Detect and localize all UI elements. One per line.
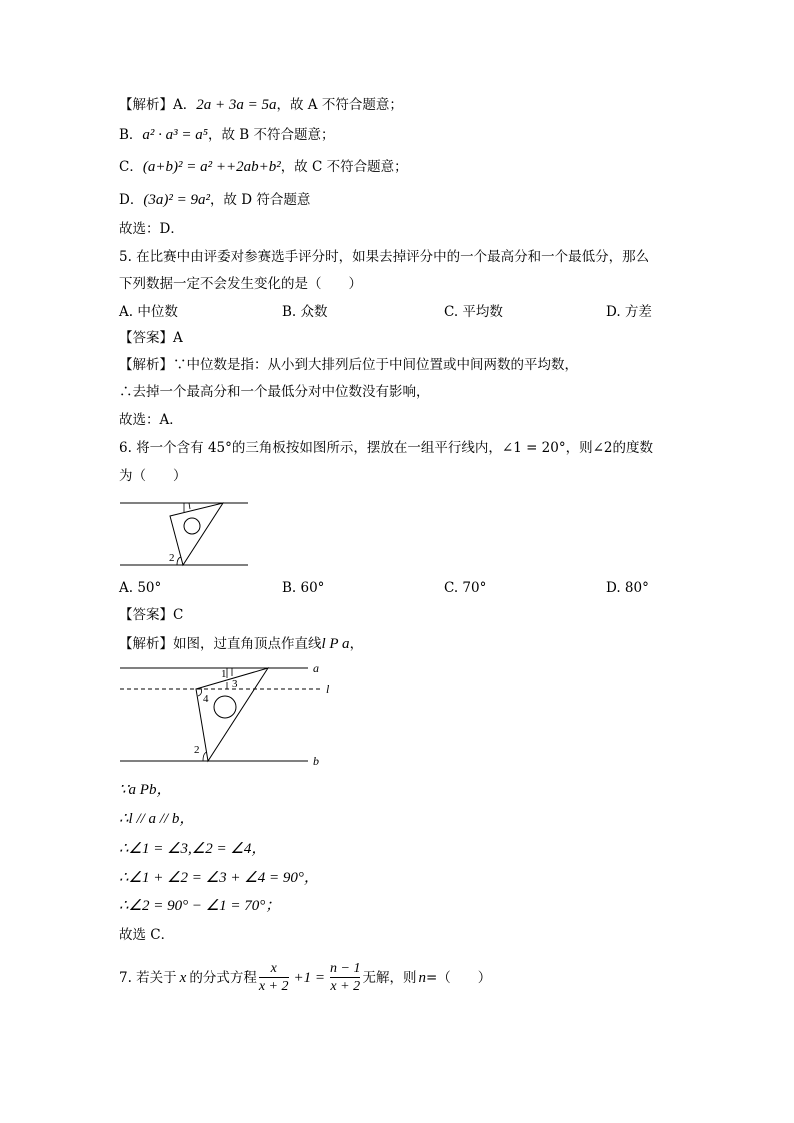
- figure2-label-4: 4: [203, 693, 209, 705]
- q4-line-b: B．a² · a³ = a⁵，故 B 不符合题意；: [119, 127, 335, 143]
- angle-1-arc-2: [189, 503, 190, 509]
- figure2-label-b: b: [313, 754, 319, 768]
- q5-stem-line1: 5. 在比赛中由评委对参赛选手评分时，如果去掉评分中的一个最高分和一个最低分，那么: [119, 249, 650, 265]
- q4-line-a: 【解析】A．2a + 3a = 5a，故 A 不符合题意；: [119, 97, 403, 113]
- q6-stem-line2: 为（ ）: [119, 468, 187, 484]
- angle-1-marks: [227, 668, 232, 678]
- figure2-label-a: a: [313, 661, 319, 675]
- figure1-label-2: 2: [169, 552, 175, 564]
- q7-stem: 7. 若关于 x 的分式方程 x x + 2 +1 = n − 1 x + 2 无解，则 n =（ ）: [119, 961, 492, 994]
- q6-step5: ∴∠2 = 90° − ∠1 = 70°；: [119, 898, 281, 914]
- triangle-hole-2: [214, 696, 236, 718]
- q4-line-d: D．(3a)² = 9a²，故 D 符合题意: [119, 192, 311, 208]
- q5-option-d: D. 方差: [606, 304, 652, 320]
- q5-analysis-line2: ∴去掉一个最高分和一个最低分对中位数没有影响，: [119, 384, 430, 400]
- triangle-hole: [184, 518, 200, 534]
- figure2-label-1: 1: [221, 668, 227, 680]
- q5-answer: 【答案】A: [119, 330, 183, 346]
- q7-fraction-1: x x + 2: [258, 961, 289, 994]
- figure2-label-3: 3: [232, 678, 238, 690]
- q6-option-a: A. 50°: [119, 580, 162, 596]
- figure2-label-l: l: [326, 682, 330, 696]
- q6-analysis-line1: 【解析】如图，过直角顶点作直线l P a，: [119, 636, 364, 652]
- q6-figure-2: [115, 660, 330, 772]
- q6-option-c: C. 70°: [444, 580, 487, 596]
- q4-conclusion: 故选：D．: [119, 221, 184, 237]
- q4-line-c: C．(a+b)² = a² ++2ab+b²，故 C 不符合题意；: [119, 159, 408, 175]
- q6-figure-1: [115, 495, 255, 573]
- q5-conclusion: 故选：A．: [119, 412, 183, 428]
- q5-option-c: C. 平均数: [444, 304, 503, 320]
- q6-step4: ∴∠1 + ∠2 = ∠3 + ∠4 = 90°，: [119, 870, 319, 886]
- q5-stem-line2: 下列数据一定不会发生变化的是（ ）: [119, 276, 362, 292]
- q6-answer: 【答案】C: [119, 607, 184, 623]
- q6-step1: ∵a Pb，: [119, 782, 172, 798]
- q6-option-d: D. 80°: [606, 580, 649, 596]
- q6-stem-line1: 6. 将一个含有 45°的三角板按如图所示，摆放在一组平行线内，∠1 = 20°，则∠2的度数: [119, 440, 654, 456]
- q6-step3: ∴∠1 = ∠3,∠2 = ∠4，: [119, 841, 267, 857]
- figure2-label-2: 2: [194, 744, 200, 756]
- angle-2-arc: [177, 557, 181, 565]
- q5-option-a: A. 中位数: [119, 304, 178, 320]
- triangle-ruler: [170, 503, 223, 565]
- q5-analysis-line1: 【解析】∵中位数是指：从小到大排列后位于中间位置或中间两数的平均数，: [119, 357, 578, 373]
- q6-option-b: B. 60°: [282, 580, 325, 596]
- q7-fraction-2: n − 1 x + 2: [330, 961, 361, 994]
- q5-option-b: B. 众数: [282, 304, 328, 320]
- q6-step2: ∴l // a // b，: [119, 811, 195, 827]
- q6-conclusion: 故选 C．: [119, 927, 175, 943]
